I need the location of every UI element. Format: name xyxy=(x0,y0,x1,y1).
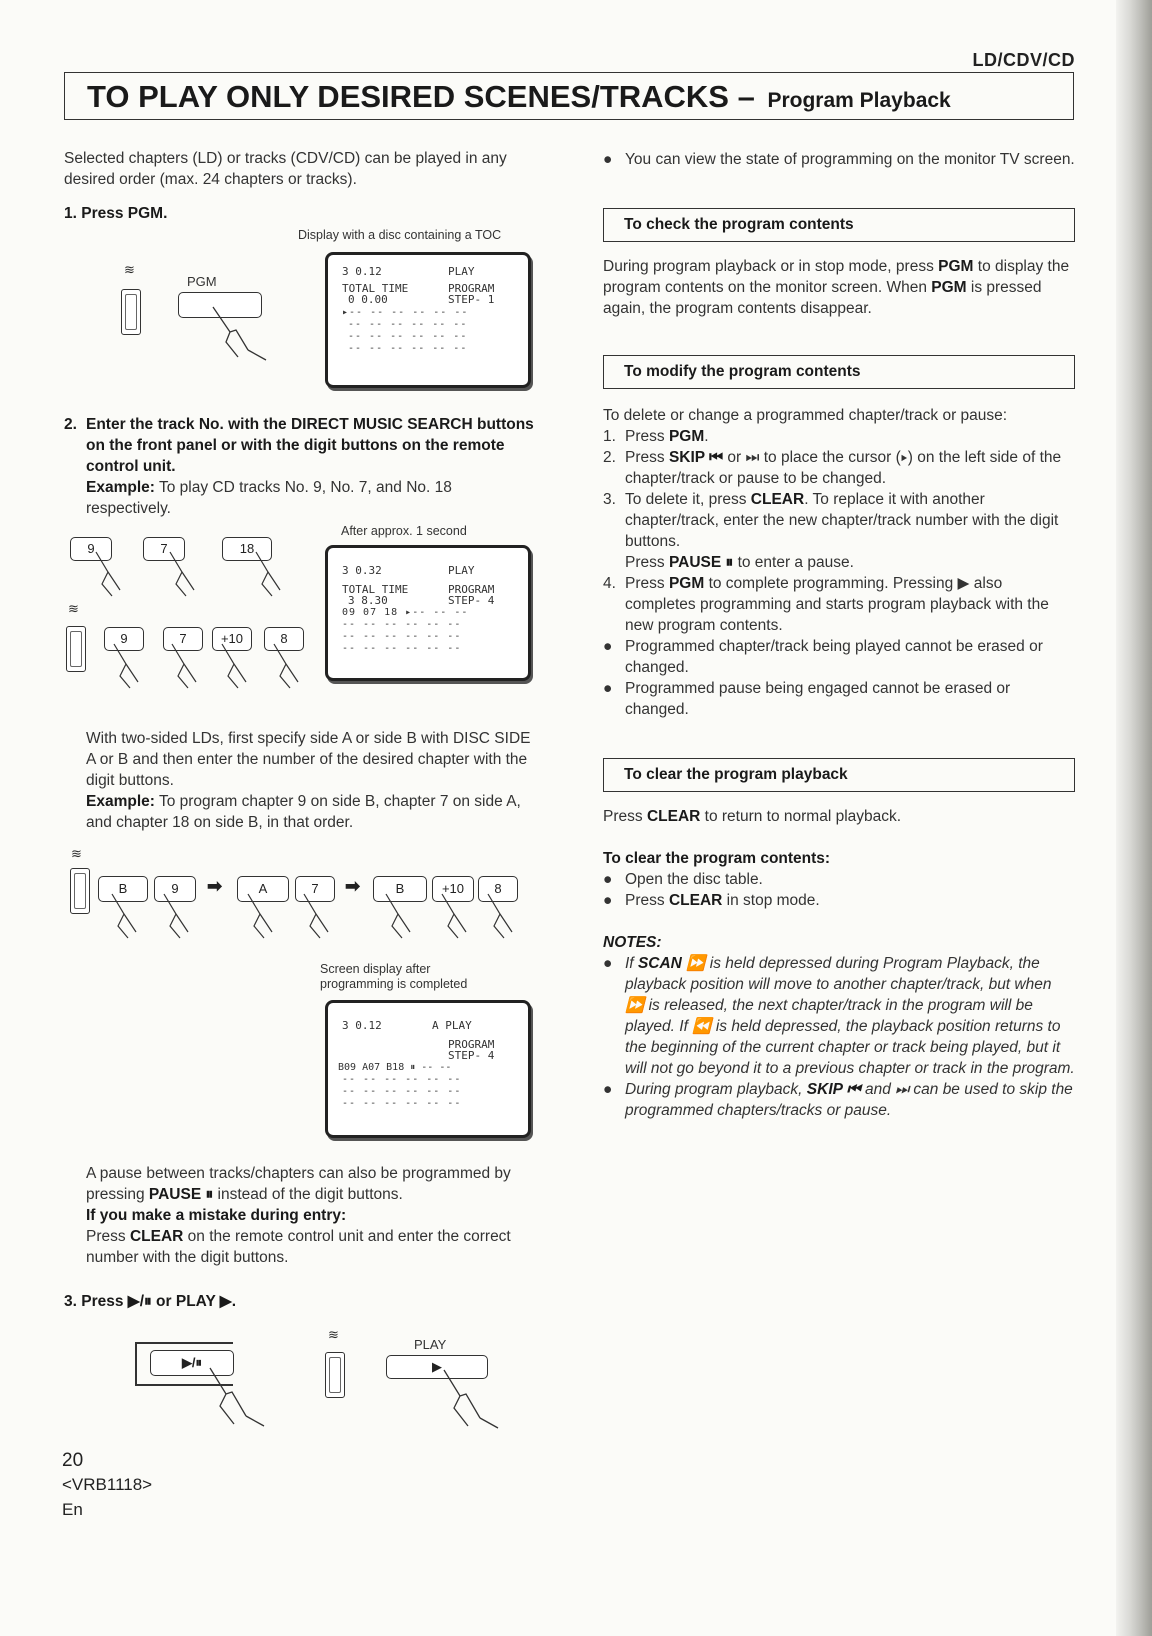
step-text: Press xyxy=(625,575,665,592)
clear-text-a: Press xyxy=(603,808,643,825)
screen-1-row: ▸-- -- -- -- -- -- xyxy=(342,307,469,318)
remote-button-9[interactable]: 9 xyxy=(104,627,144,651)
bullet-icon: ● xyxy=(603,638,613,655)
screen-1-mode: PLAY xyxy=(448,265,475,278)
screen-2-row: 09 07 18 ▸-- -- -- xyxy=(342,607,469,618)
check-program-text xyxy=(603,256,1075,319)
clear-playback-text xyxy=(603,806,1075,827)
page-title-main: TO PLAY ONLY DESIRED SCENES/TRACKS – xyxy=(87,79,755,114)
screen-1-row: -- -- -- -- -- -- xyxy=(348,331,468,342)
step-2-heading: Enter the track No. with the DIRECT MUSIC SEARCH buttons on the front panel or with the digit buttons on the remote control unit. xyxy=(86,416,534,475)
screen-2-row: -- -- -- -- -- -- xyxy=(342,643,462,654)
panel-button-18[interactable]: 18 xyxy=(222,537,272,561)
hand-pointer-icons xyxy=(88,550,308,600)
step-number: 4. xyxy=(603,575,616,592)
note-text: During program playback, xyxy=(625,1081,803,1098)
note-key: SCAN ⏩ xyxy=(637,955,706,972)
pause-note-text-a: A pause between tracks/chapters can also be programmed by pressing xyxy=(86,1165,511,1203)
pause-note-text-c: instead of the digit buttons. xyxy=(217,1186,403,1203)
clear-contents-list xyxy=(603,869,1075,911)
bullet-icon: ● xyxy=(603,871,613,888)
step-1-heading: 1. Press PGM. xyxy=(64,205,168,222)
pause-note xyxy=(86,1163,536,1205)
bullet-text: Press xyxy=(625,892,665,909)
bullet-text: Programmed pause being engaged cannot be erased or changed. xyxy=(625,680,1011,718)
step-3-heading: 3. Press ▶/⏸ or PLAY ▶. xyxy=(64,1293,237,1310)
tv-screen-3 xyxy=(325,1000,531,1138)
screen-1-total-time-label: TOTAL TIME xyxy=(342,282,409,295)
note-text: is held depressed during Program Playback, the playback position will move to another chapter/track, but when ⏩ is released, the next chapter/track in the program will be played. If ⏪ is held depressed, the playback position returns to the beginning of the current chapter or track being played, but it will not go beyond it to a previous chapter or track in the program. xyxy=(625,955,1075,1077)
remote-signal-icon: ≋ xyxy=(124,262,135,277)
list-item xyxy=(603,869,1075,890)
screen-2-row: -- -- -- -- -- -- xyxy=(342,631,462,642)
monitor-note-text: You can view the state of programming on the monitor TV screen. xyxy=(625,151,1075,168)
hand-pointer-icons xyxy=(106,642,316,692)
list-item xyxy=(603,426,1075,447)
screen-2-program-label: PROGRAM xyxy=(448,583,495,596)
step-number: 3. xyxy=(603,491,616,508)
remote-signal-icon: ≋ xyxy=(68,601,79,616)
arrow-right-icon: ➡ xyxy=(345,876,361,896)
step-key: PGM xyxy=(668,575,705,592)
clear-text-c: to return to normal playback. xyxy=(704,808,902,825)
remote-button-plus10[interactable]: +10 xyxy=(212,627,252,651)
page-title xyxy=(87,79,951,115)
panel-button-9[interactable]: 9 xyxy=(70,537,112,561)
remote-control-icon xyxy=(66,626,86,672)
mistake-text xyxy=(86,1226,536,1268)
page-number: 20 xyxy=(62,1450,84,1471)
screen-2-row: -- -- -- -- -- -- xyxy=(342,619,462,630)
remote-signal-icon: ≋ xyxy=(328,1327,339,1342)
pause-note-key: PAUSE ⏸ xyxy=(148,1186,214,1203)
remote-signal-icon: ≋ xyxy=(71,846,82,861)
hand-pointer-icon xyxy=(208,302,278,362)
list-item xyxy=(603,890,1075,911)
screen-3-step: STEP- 4 xyxy=(448,1049,495,1062)
bullet-icon: ● xyxy=(603,955,613,972)
screen-1-row: -- -- -- -- -- -- xyxy=(348,343,468,354)
seq-button-plus10[interactable]: +10 xyxy=(432,876,474,902)
step-2-example-label: Example: xyxy=(86,479,155,496)
seq-button-8[interactable]: 8 xyxy=(478,876,518,902)
note-text: and ⏭ can be used to skip the programmed chapters/tracks or pause. xyxy=(625,1081,1073,1119)
screen-3-caption-line1: Screen display after xyxy=(320,962,431,976)
seq-button-side-b[interactable]: B xyxy=(373,876,427,902)
note-text: If xyxy=(625,955,634,972)
seq-button-7[interactable]: 7 xyxy=(295,876,335,902)
bullet-text: in stop mode. xyxy=(726,892,820,909)
step-number: 1. xyxy=(603,428,616,445)
step-number: 2. xyxy=(603,449,616,466)
screen-1-counter: 3 0.12 xyxy=(342,265,382,278)
note-key: SKIP ⏮ xyxy=(806,1081,861,1098)
panel-button-7[interactable]: 7 xyxy=(143,537,185,561)
step-2-example-text: To play CD tracks No. 9, No. 7, and No. 18 respectively. xyxy=(86,479,452,517)
page-subtitle: Program Playback xyxy=(767,89,951,112)
screen-1-step: STEP- 1 xyxy=(448,293,495,306)
play-label: PLAY xyxy=(414,1337,447,1352)
title-box xyxy=(64,72,1074,120)
tv-screen-2 xyxy=(325,545,531,681)
mistake-key: CLEAR xyxy=(129,1228,184,1245)
step-text: Press xyxy=(625,449,665,466)
ld-example-text: To program chapter 9 on side B, chapter 7 on side A, and chapter 18 on side B, in that order. xyxy=(86,793,521,831)
tv-screen-1 xyxy=(325,252,531,388)
check-key-pgm: PGM xyxy=(938,258,974,275)
modify-steps xyxy=(603,426,1075,720)
mistake-text-a: Press xyxy=(86,1228,126,1245)
list-item xyxy=(603,149,1075,170)
notes-heading: NOTES: xyxy=(603,934,662,951)
step-text: to enter a pause. xyxy=(737,554,854,571)
screen-2-total-time: 3 8.30 xyxy=(348,594,388,607)
screen-1-program-label: PROGRAM xyxy=(448,282,495,295)
hand-pointer-icons xyxy=(104,892,534,942)
screen-3-program-label: PROGRAM xyxy=(448,1038,495,1051)
step-text: Press xyxy=(625,554,665,571)
remote-control-icon xyxy=(121,289,141,335)
bullet-text: Programmed chapter/track being played cannot be erased or changed. xyxy=(625,638,1043,676)
section-tag: LD/CDV/CD xyxy=(972,50,1075,70)
monitor-note xyxy=(603,149,1075,170)
ld-example xyxy=(86,791,536,833)
list-item-continuation xyxy=(603,552,1075,573)
list-item xyxy=(603,636,1075,678)
ld-note: With two-sided LDs, first specify side A or side B with DISC SIDE A or B and then enter the number of the desired chapter with the digit buttons. xyxy=(86,730,531,789)
seq-button-9[interactable]: 9 xyxy=(154,876,196,902)
intro-text: Selected chapters (LD) or tracks (CDV/CD) can be played in any desired order (max. 24 chapters or tracks). xyxy=(64,150,507,188)
screen-3-counter: 3 0.12 xyxy=(342,1019,382,1032)
check-key-pgm: PGM xyxy=(931,279,967,296)
clear-contents-heading: To clear the program contents: xyxy=(603,850,831,867)
seq-button-side-b[interactable]: B xyxy=(98,876,148,902)
step-1-caption: Display with a disc containing a TOC xyxy=(298,228,502,242)
bullet-text: Open the disc table. xyxy=(625,871,763,888)
remote-control-icon xyxy=(70,868,90,914)
check-program-heading: To check the program contents xyxy=(603,208,1075,242)
list-item xyxy=(603,953,1075,1079)
screen-3-row: -- -- -- -- -- -- xyxy=(342,1086,462,1097)
step-2-number: 2. xyxy=(64,416,77,433)
check-text-c: to display the program contents on the monitor screen. When xyxy=(603,258,1070,296)
list-item xyxy=(603,447,1075,489)
step-text: Press xyxy=(625,428,665,445)
list-item xyxy=(603,1079,1075,1121)
step-text: To delete it, press xyxy=(625,491,747,508)
step-2-caption: After approx. 1 second xyxy=(341,524,467,538)
screen-2-total-time-label: TOTAL TIME xyxy=(342,583,409,596)
step-text: to complete programming. Pressing ▶ also completes programming and starts program playback with the new program contents. xyxy=(625,575,1049,634)
pgm-label: PGM xyxy=(187,274,217,289)
step-text: . xyxy=(704,428,709,445)
bullet-icon: ● xyxy=(603,1081,613,1098)
document-code: <VRB1118> xyxy=(62,1475,153,1494)
bullet-key: CLEAR xyxy=(668,892,723,909)
arrow-right-icon: ➡ xyxy=(207,876,223,896)
mistake-text-c: on the remote control unit and enter the correct number with the digit buttons. xyxy=(86,1228,511,1266)
list-item xyxy=(603,573,1075,636)
modify-intro: To delete or change a programmed chapter/track or pause: xyxy=(603,407,1008,424)
bullet-icon: ● xyxy=(603,680,613,697)
step-key: PGM xyxy=(668,428,705,445)
modify-program-heading: To modify the program contents xyxy=(603,355,1075,389)
check-text-e: is pressed again, the program contents disappear. xyxy=(603,279,1042,317)
screen-3-mode: A PLAY xyxy=(432,1019,472,1032)
screen-3-row: -- -- -- -- -- -- xyxy=(342,1098,462,1109)
screen-3-row: B09 A07 B18 ⏸ -- -- xyxy=(338,1062,452,1073)
list-item xyxy=(603,489,1075,552)
screen-2-counter: 3 0.32 xyxy=(342,564,382,577)
screen-3-caption-line2: programming is completed xyxy=(320,977,468,991)
screen-1-row: -- -- -- -- -- -- xyxy=(348,319,468,330)
screen-1-total-time: 0 0.00 xyxy=(348,293,388,306)
screen-3-row: -- -- -- -- -- -- xyxy=(342,1074,462,1085)
page-spine-shadow xyxy=(1116,0,1152,1636)
remote-button-8[interactable]: 8 xyxy=(264,627,304,651)
screen-2-mode: PLAY xyxy=(448,564,475,577)
play-button[interactable]: ▶ xyxy=(386,1355,488,1379)
step-2-example xyxy=(86,477,536,519)
notes-list xyxy=(603,953,1075,1121)
list-item xyxy=(603,678,1075,720)
step-text: or ⏭ to place the cursor (▸) on the left side of the chapter/track or pause to be changed. xyxy=(625,449,1062,487)
bullet-icon: ● xyxy=(603,892,613,909)
seq-button-side-a[interactable]: A xyxy=(237,876,289,902)
step-key: CLEAR xyxy=(750,491,805,508)
clear-playback-heading: To clear the program playback xyxy=(603,758,1075,792)
hand-pointer-icon xyxy=(206,1364,276,1430)
step-key: SKIP ⏮ xyxy=(668,449,724,466)
check-text-a: During program playback or in stop mode, press xyxy=(603,258,934,275)
clear-key: CLEAR xyxy=(646,808,701,825)
mistake-heading: If you make a mistake during entry: xyxy=(86,1207,347,1224)
ld-example-label: Example: xyxy=(86,793,155,810)
hand-pointer-icon xyxy=(440,1366,510,1432)
step-text: . To replace it with another chapter/track, enter the new chapter/track number with the digit buttons. xyxy=(625,491,1059,550)
screen-2-step: STEP- 4 xyxy=(448,594,495,607)
bullet-icon: ● xyxy=(603,151,613,168)
language-code: En xyxy=(62,1500,83,1519)
remote-button-7[interactable]: 7 xyxy=(163,627,203,651)
step-key: PAUSE ⏸ xyxy=(668,554,734,571)
remote-control-icon xyxy=(325,1352,345,1398)
play-pause-button[interactable]: ▶/⏸ xyxy=(150,1350,234,1376)
